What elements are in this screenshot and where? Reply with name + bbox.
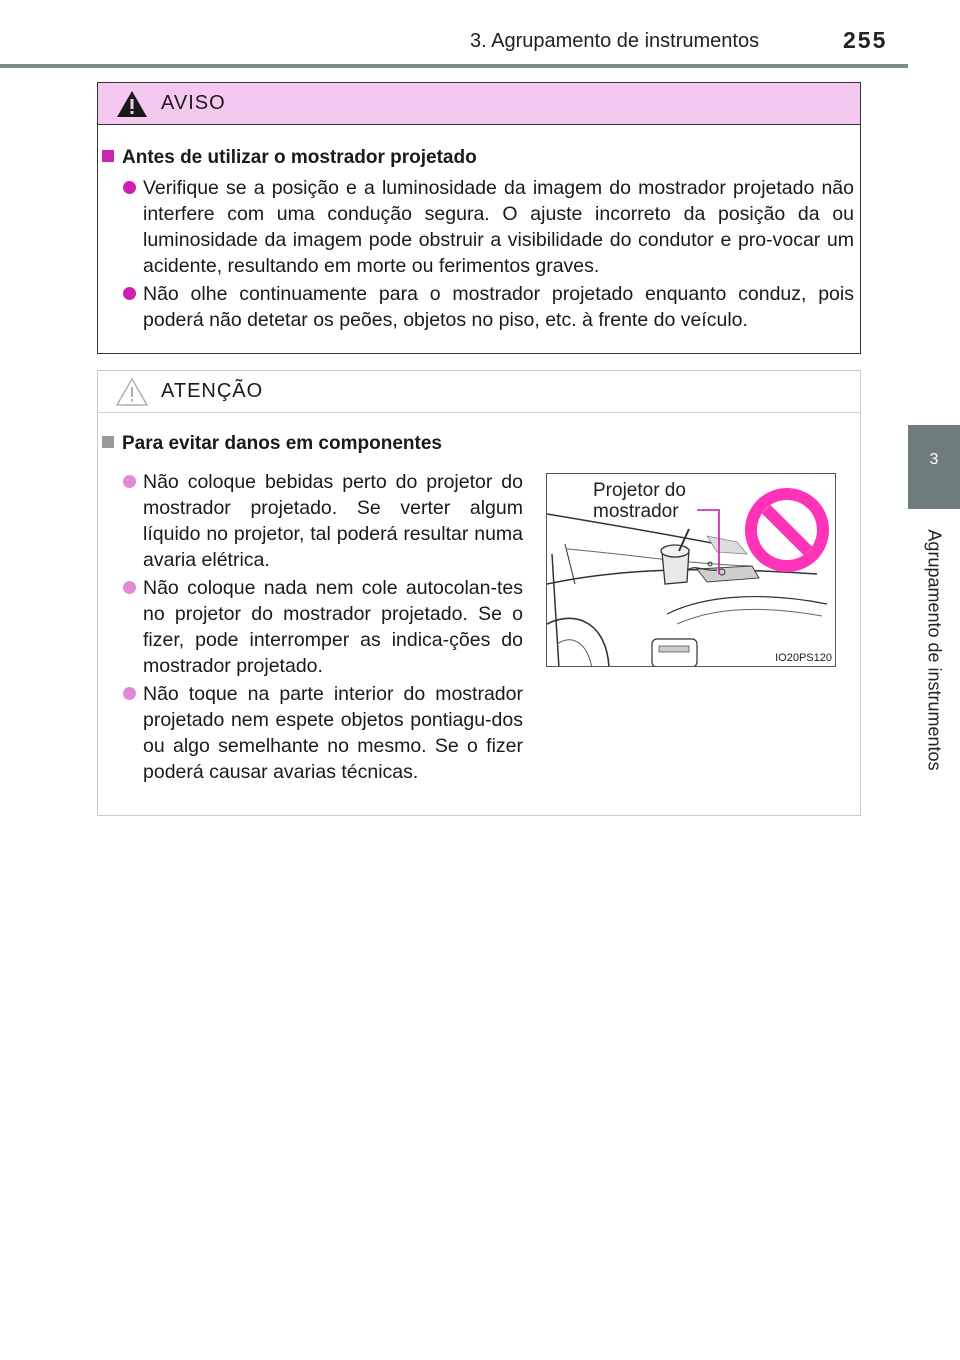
caution-box (97, 370, 861, 816)
warning-bullet (143, 175, 854, 279)
caution-triangle-icon (115, 377, 149, 407)
chapter-tab-number: 3 (929, 451, 939, 468)
warning-bullet-text: Verifique se a posição e a luminosidade da imagem do mostrador projetado não interfere com uma condução segura. O ajuste incorreto da posição da ou luminosidade da imagem pode obstruir a visibilidade do condutor e pro-vocar um acidente, resultando em morte ou ferimentos graves. (143, 177, 854, 277)
warning-section-title (102, 147, 477, 169)
caution-bullet-text: Não toque na parte interior do mostrador projetado nem espete objetos pontiagu-dos ou algo semelhante no mesmo. Se o fizer poderá causar avarias técnicas. (143, 683, 523, 783)
square-bullet-icon (102, 150, 114, 162)
projector-callout (593, 480, 686, 522)
caution-bullet (143, 681, 523, 785)
circle-bullet-icon (123, 181, 136, 194)
warning-box (97, 82, 861, 354)
square-bullet-icon (102, 436, 114, 448)
circle-bullet-icon (123, 687, 136, 700)
caution-section-title (102, 433, 442, 455)
warning-bullet (143, 281, 854, 333)
circle-bullet-icon (123, 581, 136, 594)
caution-box-header (98, 371, 860, 413)
chapter-side-label-text: Agrupamento de instrumentos (924, 529, 945, 771)
chapter-tab (908, 425, 960, 509)
callout-line: Projetor do (593, 480, 686, 501)
chapter-title: 3. Agrupamento de instrumentos (470, 30, 760, 52)
dashboard-drawing (547, 474, 836, 667)
warning-bullet-text: Não olhe continuamente para o mostrador projetado enquanto conduz, pois poderá não detetar os peões, objetos no piso, etc. à frente do veículo. (143, 283, 854, 331)
image-code: IO20PS120 (775, 652, 832, 664)
caution-bullet (143, 575, 523, 679)
warning-section-title-text: Antes de utilizar o mostrador projetado (122, 147, 477, 168)
caution-heading: ATENÇÃO (161, 380, 264, 402)
header-divider (0, 64, 908, 68)
caution-bullet-text: Não coloque bebidas perto do projetor do mostrador projetado. Se verter algum líquido no projetor, tal poderá resultar numa avaria elétrica. (143, 471, 523, 571)
projector-illustration (546, 473, 836, 667)
caution-section-title-text: Para evitar danos em componentes (122, 433, 442, 454)
warning-box-header (98, 83, 860, 125)
warning-heading: AVISO (161, 92, 226, 114)
circle-bullet-icon (123, 475, 136, 488)
caution-bullet (143, 469, 523, 573)
callout-line: mostrador (593, 501, 679, 522)
page-number: 255 (843, 27, 888, 53)
caution-bullet-text: Não coloque nada nem cole autocolan-tes no projetor do mostrador projetado. Se o fizer, pode interromper as indica-ções do mostrador projetado. (143, 577, 523, 677)
circle-bullet-icon (123, 287, 136, 300)
warning-triangle-icon (115, 89, 149, 119)
